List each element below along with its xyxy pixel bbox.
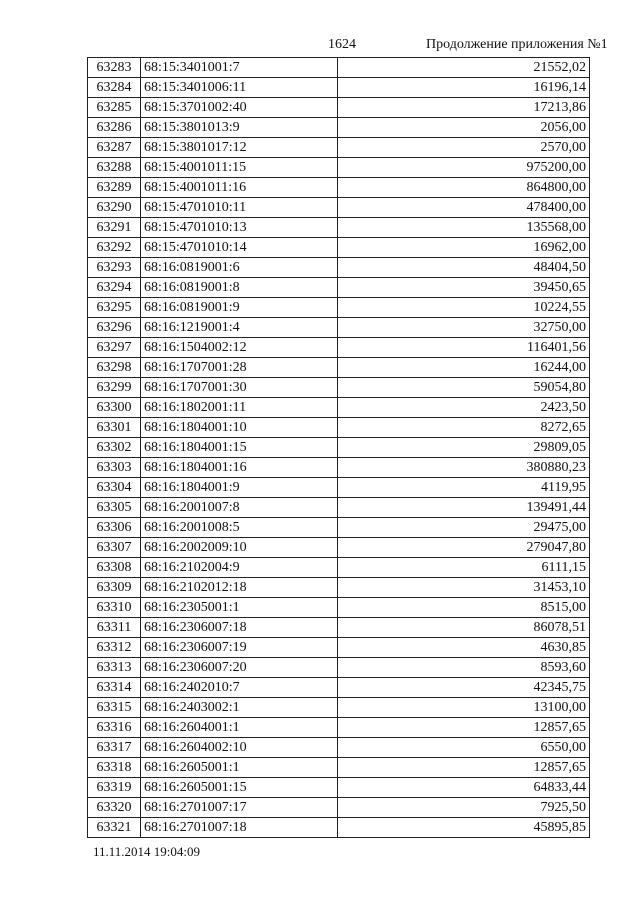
table-row — [88, 358, 590, 378]
cadastral-value: 17213,86 — [338, 98, 590, 118]
page-number: 1624 — [328, 37, 356, 52]
table-row — [88, 698, 590, 718]
row-number: 63301 — [88, 418, 141, 438]
table-row — [88, 278, 590, 298]
row-number: 63302 — [88, 438, 141, 458]
cadastral-number: 68:16:0819001:9 — [141, 298, 338, 318]
cadastral-number: 68:15:3801017:12 — [141, 138, 338, 158]
cadastral-number: 68:16:1804001:15 — [141, 438, 338, 458]
cadastral-number: 68:16:2701007:17 — [141, 798, 338, 818]
cadastral-number: 68:16:2305001:1 — [141, 598, 338, 618]
cadastral-number: 68:15:3401001:7 — [141, 58, 338, 78]
table-row — [88, 58, 590, 78]
row-number: 63284 — [88, 78, 141, 98]
cadastral-value: 139491,44 — [338, 498, 590, 518]
cadastral-value: 29475,00 — [338, 518, 590, 538]
footer-timestamp: 11.11.2014 19:04:09 — [93, 844, 201, 859]
table-row — [88, 138, 590, 158]
table-row — [88, 738, 590, 758]
cadastral-number: 68:16:2605001:1 — [141, 758, 338, 778]
cadastral-number: 68:15:4001011:15 — [141, 158, 338, 178]
table-row — [88, 638, 590, 658]
cadastral-number: 68:16:2306007:18 — [141, 618, 338, 638]
cadastral-number: 68:16:2001007:8 — [141, 498, 338, 518]
cadastral-number: 68:16:1707001:28 — [141, 358, 338, 378]
row-number: 63318 — [88, 758, 141, 778]
cadastral-number: 68:16:1504002:12 — [141, 338, 338, 358]
table-row — [88, 298, 590, 318]
cadastral-value: 279047,80 — [338, 538, 590, 558]
table-row — [88, 718, 590, 738]
row-number: 63305 — [88, 498, 141, 518]
row-number: 63309 — [88, 578, 141, 598]
cadastral-value: 42345,75 — [338, 678, 590, 698]
cadastral-number: 68:16:1219001:4 — [141, 318, 338, 338]
row-number: 63312 — [88, 638, 141, 658]
cadastral-value: 864800,00 — [338, 178, 590, 198]
cadastral-value: 8515,00 — [338, 598, 590, 618]
cadastral-value: 116401,56 — [338, 338, 590, 358]
row-number: 63316 — [88, 718, 141, 738]
table-row — [88, 98, 590, 118]
table-row — [88, 318, 590, 338]
cadastral-value: 64833,44 — [338, 778, 590, 798]
table-row — [88, 218, 590, 238]
table-row — [88, 538, 590, 558]
cadastral-value: 45895,85 — [338, 818, 590, 838]
row-number: 63295 — [88, 298, 141, 318]
table-row — [88, 478, 590, 498]
row-number: 63315 — [88, 698, 141, 718]
row-number: 63296 — [88, 318, 141, 338]
cadastral-value: 135568,00 — [338, 218, 590, 238]
row-number: 63320 — [88, 798, 141, 818]
row-number: 63303 — [88, 458, 141, 478]
cadastral-number: 68:16:2102012:18 — [141, 578, 338, 598]
cadastral-number: 68:16:0819001:6 — [141, 258, 338, 278]
page-caption: Продолжение приложения №1 — [426, 37, 608, 52]
table-row — [88, 398, 590, 418]
table-row — [88, 338, 590, 358]
row-number: 63286 — [88, 118, 141, 138]
row-number: 63317 — [88, 738, 141, 758]
cadastral-value: 13100,00 — [338, 698, 590, 718]
cadastral-value: 2423,50 — [338, 398, 590, 418]
row-number: 63288 — [88, 158, 141, 178]
row-number: 63308 — [88, 558, 141, 578]
cadastral-number: 68:16:2002009:10 — [141, 538, 338, 558]
row-number: 63292 — [88, 238, 141, 258]
row-number: 63297 — [88, 338, 141, 358]
row-number: 63299 — [88, 378, 141, 398]
cadastral-value: 32750,00 — [338, 318, 590, 338]
cadastral-number: 68:15:4701010:14 — [141, 238, 338, 258]
row-number: 63291 — [88, 218, 141, 238]
cadastral-value: 4630,85 — [338, 638, 590, 658]
row-number: 63294 — [88, 278, 141, 298]
table-row — [88, 178, 590, 198]
cadastral-value: 16244,00 — [338, 358, 590, 378]
cadastral-value: 8272,65 — [338, 418, 590, 438]
cadastral-number: 68:16:2604002:10 — [141, 738, 338, 758]
table-row — [88, 518, 590, 538]
row-number: 63298 — [88, 358, 141, 378]
row-number: 63300 — [88, 398, 141, 418]
row-number: 63311 — [88, 618, 141, 638]
table-row — [88, 458, 590, 478]
table-row — [88, 598, 590, 618]
cadastral-number: 68:16:2604001:1 — [141, 718, 338, 738]
row-number: 63287 — [88, 138, 141, 158]
cadastral-number: 68:16:2102004:9 — [141, 558, 338, 578]
row-number: 63307 — [88, 538, 141, 558]
row-number: 63304 — [88, 478, 141, 498]
cadastral-number: 68:16:1802001:11 — [141, 398, 338, 418]
row-number: 63319 — [88, 778, 141, 798]
cadastral-number: 68:16:1804001:16 — [141, 458, 338, 478]
cadastral-value: 59054,80 — [338, 378, 590, 398]
table-row — [88, 778, 590, 798]
cadastral-number: 68:16:1804001:10 — [141, 418, 338, 438]
cadastral-value: 12857,65 — [338, 718, 590, 738]
table-row — [88, 558, 590, 578]
cadastral-number: 68:15:3701002:40 — [141, 98, 338, 118]
cadastral-number: 68:15:3801013:9 — [141, 118, 338, 138]
row-number: 63290 — [88, 198, 141, 218]
cadastral-number: 68:16:2402010:7 — [141, 678, 338, 698]
table-row — [88, 818, 590, 838]
cadastral-value: 2056,00 — [338, 118, 590, 138]
cadastral-value: 6111,15 — [338, 558, 590, 578]
cadastral-number: 68:16:2306007:20 — [141, 658, 338, 678]
cadastral-number: 68:16:2605001:15 — [141, 778, 338, 798]
table-row — [88, 498, 590, 518]
table-row — [88, 798, 590, 818]
cadastral-number: 68:15:3401006:11 — [141, 78, 338, 98]
table-row — [88, 678, 590, 698]
cadastral-value: 21552,02 — [338, 58, 590, 78]
table-row — [88, 758, 590, 778]
row-number: 63283 — [88, 58, 141, 78]
row-number: 63310 — [88, 598, 141, 618]
cadastral-number: 68:15:4001011:16 — [141, 178, 338, 198]
cadastral-value: 29809,05 — [338, 438, 590, 458]
row-number: 63289 — [88, 178, 141, 198]
cadastral-number: 68:16:2001008:5 — [141, 518, 338, 538]
table-row — [88, 378, 590, 398]
row-number: 63285 — [88, 98, 141, 118]
cadastral-value: 48404,50 — [338, 258, 590, 278]
table-row — [88, 438, 590, 458]
cadastral-value-table — [87, 57, 590, 838]
table-row — [88, 238, 590, 258]
cadastral-value: 10224,55 — [338, 298, 590, 318]
cadastral-value: 86078,51 — [338, 618, 590, 638]
cadastral-value: 478400,00 — [338, 198, 590, 218]
cadastral-value: 31453,10 — [338, 578, 590, 598]
row-number: 63293 — [88, 258, 141, 278]
cadastral-value: 975200,00 — [338, 158, 590, 178]
row-number: 63313 — [88, 658, 141, 678]
table-row — [88, 578, 590, 598]
table-row — [88, 658, 590, 678]
row-number: 63314 — [88, 678, 141, 698]
table-row — [88, 618, 590, 638]
cadastral-value: 8593,60 — [338, 658, 590, 678]
cadastral-value: 16196,14 — [338, 78, 590, 98]
cadastral-value: 39450,65 — [338, 278, 590, 298]
cadastral-number: 68:16:0819001:8 — [141, 278, 338, 298]
cadastral-number: 68:16:1804001:9 — [141, 478, 338, 498]
table-row — [88, 258, 590, 278]
table-row — [88, 198, 590, 218]
cadastral-number: 68:15:4701010:13 — [141, 218, 338, 238]
table-row — [88, 418, 590, 438]
cadastral-value: 2570,00 — [338, 138, 590, 158]
table-row — [88, 118, 590, 138]
cadastral-number: 68:16:1707001:30 — [141, 378, 338, 398]
cadastral-number: 68:15:4701010:11 — [141, 198, 338, 218]
row-number: 63306 — [88, 518, 141, 538]
table-row — [88, 78, 590, 98]
table-row — [88, 158, 590, 178]
cadastral-value: 16962,00 — [338, 238, 590, 258]
row-number: 63321 — [88, 818, 141, 838]
cadastral-number: 68:16:2701007:18 — [141, 818, 338, 838]
cadastral-value: 6550,00 — [338, 738, 590, 758]
cadastral-number: 68:16:2403002:1 — [141, 698, 338, 718]
cadastral-value: 4119,95 — [338, 478, 590, 498]
table-body — [88, 58, 590, 838]
cadastral-number: 68:16:2306007:19 — [141, 638, 338, 658]
cadastral-value: 7925,50 — [338, 798, 590, 818]
cadastral-value: 12857,65 — [338, 758, 590, 778]
cadastral-value: 380880,23 — [338, 458, 590, 478]
